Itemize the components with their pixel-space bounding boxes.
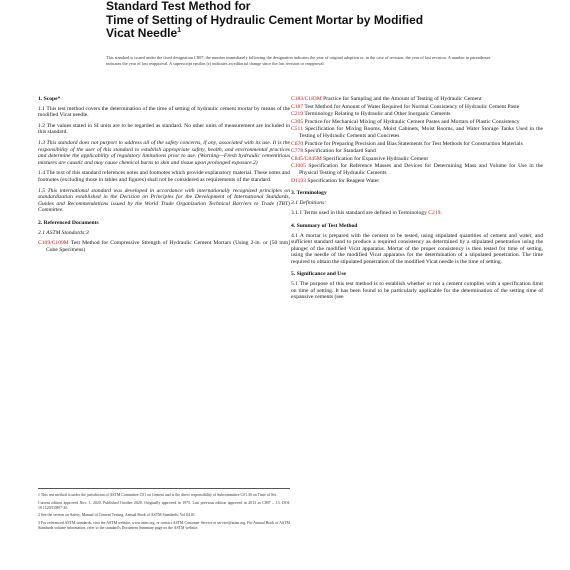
reference-link[interactable]: C511 <box>291 126 303 133</box>
reference-link[interactable]: C109/C109M <box>38 240 69 247</box>
reference-item: C845/C845M Specification for Expansive Hydraulic Cement <box>291 155 428 162</box>
reference-link[interactable]: C670 <box>291 140 304 147</box>
reference-item: C778 Specification for Standard Sand <box>291 148 376 155</box>
designation-note: This standard is issued under the fixed designation C807; the number immediately following the designation indicates the year of original adoption or, in the case of revision, the year of last revision. A number in parentheses indicates the year of last reapproval. A superscript epsilon (ε) indicates an editorial change since the last revision or reapproval. <box>106 55 491 66</box>
significance-5-1: 5.1 The purpose of this test method is to establish whether or not a cement complies with a specification limit on time of setting. It has been found to be particularly applicable for the determination of the setting time of expansive cements (see <box>291 281 543 301</box>
reference-item: C305 Practice for Mechanical Mixing of Hydraulic Cement Pastes and Mortars of Plastic Consistency <box>291 118 520 125</box>
footnotes <box>38 488 290 534</box>
left-column <box>38 96 290 254</box>
title-line-2: Time of Setting of Hydraulic Cement Mortar by Modified <box>106 12 424 27</box>
section-heading-significance: 5. Significance and Use <box>291 271 347 278</box>
scope-1-2: 1.2 The values stated in SI units are to be regarded as standard. No other units of measurement are included in this standard. <box>38 122 290 136</box>
reference-item: C511 Specification for Mixing Rooms, Moist Cabinets, Moist Rooms, and Water Storage Tanks Used in the Testing of Hydraulic Cements and Concretes <box>291 126 543 139</box>
reference-item: C219 Terminology Relating to Hydraulic and Other Inorganic Cements <box>291 111 451 118</box>
reference-item: C670 Practice for Preparing Precision and Bias Statements for Test Methods for Construction Materials <box>291 140 523 147</box>
title-line-3: Vicat Needle <box>106 26 178 40</box>
right-column <box>291 96 543 305</box>
section-heading-referenced-documents: 2. Referenced Documents <box>38 219 99 226</box>
title-line-1: Standard Test Method for <box>106 0 251 13</box>
document-title <box>106 0 526 41</box>
title-footnote-mark: 1 <box>177 27 182 34</box>
reference-link[interactable]: C187 <box>291 103 304 110</box>
astm-standards-subheading: 2.1 ASTM Standards:3 <box>38 229 89 236</box>
reference-item: C1005 Specification for Reference Masses and Devices for Determining Mass and Volume for Use in the Physical Testing of Hydraulic Cements <box>291 163 543 176</box>
reference-list <box>291 96 543 184</box>
reference-item: C187 Test Method for Amount of Water Required for Normal Consistency of Hydraulic Cement Paste <box>291 103 520 110</box>
section-heading-terminology: 3. Terminology <box>291 190 327 197</box>
reference-item: D1193 Specification for Reagent Water <box>291 177 380 184</box>
footnote: 1 This test method is under the jurisdiction of ASTM Committee C01 on Cement and is the direct responsibility of Subcommittee C01.30 on Time of Set. <box>38 493 277 497</box>
scope-1-1: 1.1 This test method covers the determination of the time of setting of hydraulic cement mortar by means of the modified Vicat needle. <box>38 105 290 119</box>
reference-link[interactable]: C219 <box>291 111 304 118</box>
reference-link[interactable]: C183/C183M <box>291 96 322 102</box>
scope-1-4: 1.4 The text of this standard references notes and footnotes which provide explanatory material. These notes and footnotes (excluding those in tables and figures) shall not be considered as requirements of the standard. <box>38 170 290 183</box>
scope-1-3: 1.3 This standard does not purport to address all of the safety concerns, if any, associated with its use. It is the responsibility of the user of this standard to establish appropriate safety, health, and environmental practices and determine the applicability of regulatory limitations prior to use. (Warning—Fresh hydraulic cementitious mixtures are caustic and may cause chemical burns to skin and tissue upon prolonged exposure.2) <box>38 139 290 166</box>
terminology-3-1: 3.1 Definitions: <box>291 199 327 206</box>
footnote: 3 For referenced ASTM standards, visit the ASTM website, www.astm.org, or contact ASTM Customer Service at service@astm.org. For Annual Book of ASTM Standards volume information, refer to the standard's Document Summary page on the ASTM website. <box>38 521 290 530</box>
summary-4-1: 4.1 A mortar is prepared with the cement to be tested, using stipulated quantities of cement and water, and sufficient standard sand to produce a required consistency as determined by a stipulated penetration using the plunger of the modified Vicat apparatus. Mortar of the proper consistency is then tested for time of setting, using the needle of the modified Vicat apparatus for the determination of a stipulated penetration. The time required to obtain the stipulated penetration of the modified Vicat needle is the time of setting. <box>291 232 543 265</box>
reference-link[interactable]: C778 <box>291 148 304 155</box>
reference-link[interactable]: C845/C845M <box>291 155 322 162</box>
reference-link[interactable]: D1193 <box>291 177 307 184</box>
section-heading-scope: 1. Scope* <box>38 96 61 102</box>
reference-link[interactable]: C219 <box>428 210 441 217</box>
terminology-3-1-1: 3.1.1 Terms used in this standard are defined in Terminology C219. <box>291 210 442 217</box>
footnote: Current edition approved Nov. 1, 2020. Published October 2020. Originally approved in 1975. Last previous edition approved in 2013 as C807 – 13. DOI: 10.1520/C0807-20. <box>38 500 290 510</box>
scope-1-5: 1.5 This international standard was developed in accordance with internationally recognized principles on standardization established in the Decision on Principles for the Development of International Standards, Guides and Recommendations issued by the World Trade Organization Technical Barriers to Trade (TBT) Committee. <box>38 187 290 214</box>
reference-item: C183/C183M Practice for Sampling and the Amount of Testing of Hydraulic Cement <box>291 96 482 102</box>
section-heading-summary: 4. Summary of Test Method <box>291 222 358 229</box>
reference-item: C109/C109M Test Method for Compressive Strength of Hydraulic Cement Mortars (Using 2-in. or [50 mm] Cube Specimens) <box>38 240 290 253</box>
footnote: 2 See the section on Safety, Manual of Cement Testing, Annual Book of ASTM Standards, Vol 04.01. <box>38 513 196 518</box>
reference-link[interactable]: C305 <box>291 118 304 125</box>
reference-link[interactable]: C1005 <box>291 163 306 170</box>
